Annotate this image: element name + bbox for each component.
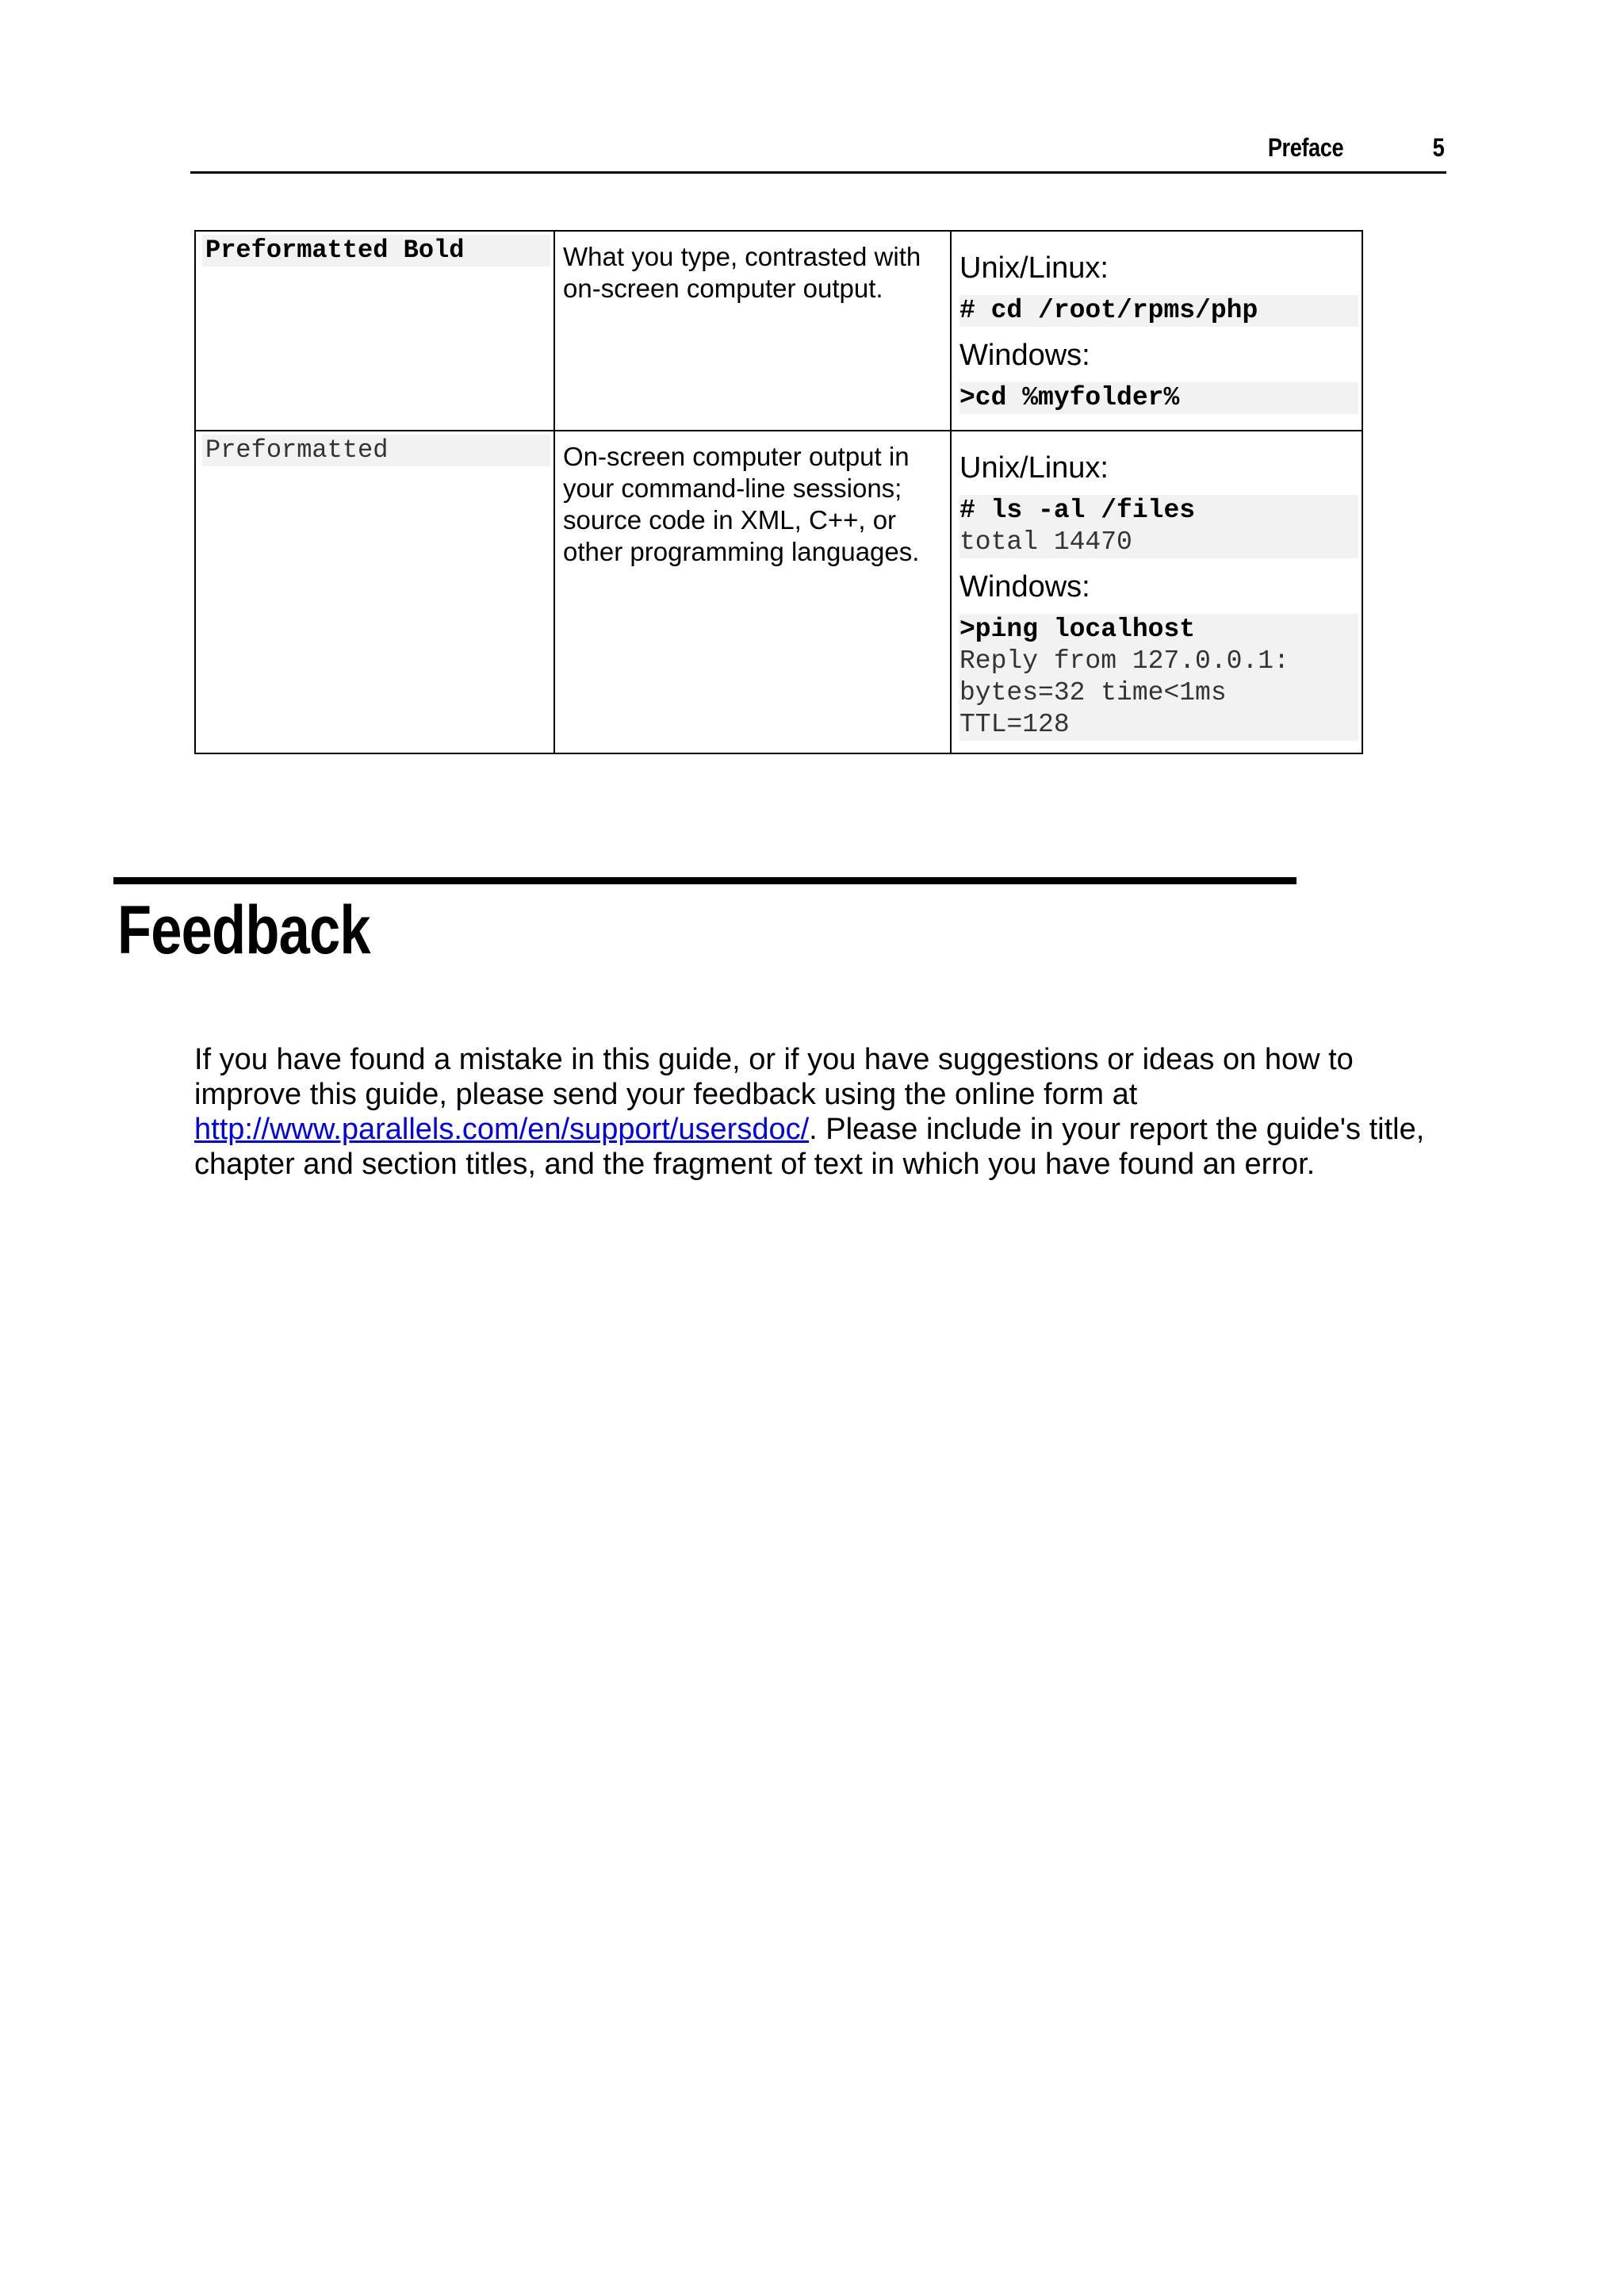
code-output: Reply from 127.0.0.1:: [959, 646, 1289, 676]
example-label: Unix/Linux:: [959, 451, 1109, 485]
code-output: total 14470: [959, 527, 1132, 557]
code-block: [959, 382, 1358, 414]
conventions-table: [194, 230, 1363, 754]
example-label: Unix/Linux:: [959, 251, 1109, 285]
style-description: What you type, contrasted with on-screen computer output.: [563, 242, 921, 303]
code-command: # ls -al /files: [959, 496, 1196, 525]
code-command: # cd /root/rpms/php: [959, 296, 1258, 325]
section-title: Feedback: [117, 892, 370, 968]
example-cell: [951, 431, 1362, 753]
feedback-form-link[interactable]: http://www.parallels.com/en/support/usersdoc/: [194, 1113, 810, 1146]
example-label: Windows:: [959, 570, 1090, 604]
style-name: Preformatted Bold: [202, 235, 550, 266]
table-row: [195, 431, 1362, 753]
description-cell: [554, 431, 951, 753]
code-output: bytes=32 time<1ms: [959, 678, 1227, 707]
code-block: [959, 495, 1358, 558]
header-page-number: 5: [1432, 133, 1445, 162]
style-name: Preformatted: [202, 435, 550, 466]
style-cell: [195, 231, 554, 431]
example-cell: [951, 231, 1362, 431]
style-cell: [195, 431, 554, 753]
section-divider: [113, 877, 1297, 884]
style-description: On-screen computer output in your command-line sessions; source code in XML, C++, or other programming languages.: [563, 442, 920, 566]
code-command: >ping localhost: [959, 615, 1196, 644]
feedback-text: If you have found a mistake in this guide, or if you have suggestions or ideas on how to improve this guide, please send your feedback using the online form at: [194, 1043, 1354, 1111]
code-block: [959, 614, 1358, 741]
page-header: [190, 133, 1446, 174]
table-row: [195, 231, 1362, 431]
header-section-title: Preface: [1267, 133, 1343, 162]
code-command: >cd %myfolder%: [959, 383, 1180, 412]
code-block: [959, 295, 1358, 327]
feedback-paragraph: [194, 1042, 1463, 1182]
code-output: TTL=128: [959, 710, 1070, 739]
example-label: Windows:: [959, 339, 1090, 372]
feedback-text: . Please include in your report the guide's title, chapter and section titles, and the fragment of text in which you have found an error.: [194, 1113, 1425, 1181]
description-cell: [554, 231, 951, 431]
